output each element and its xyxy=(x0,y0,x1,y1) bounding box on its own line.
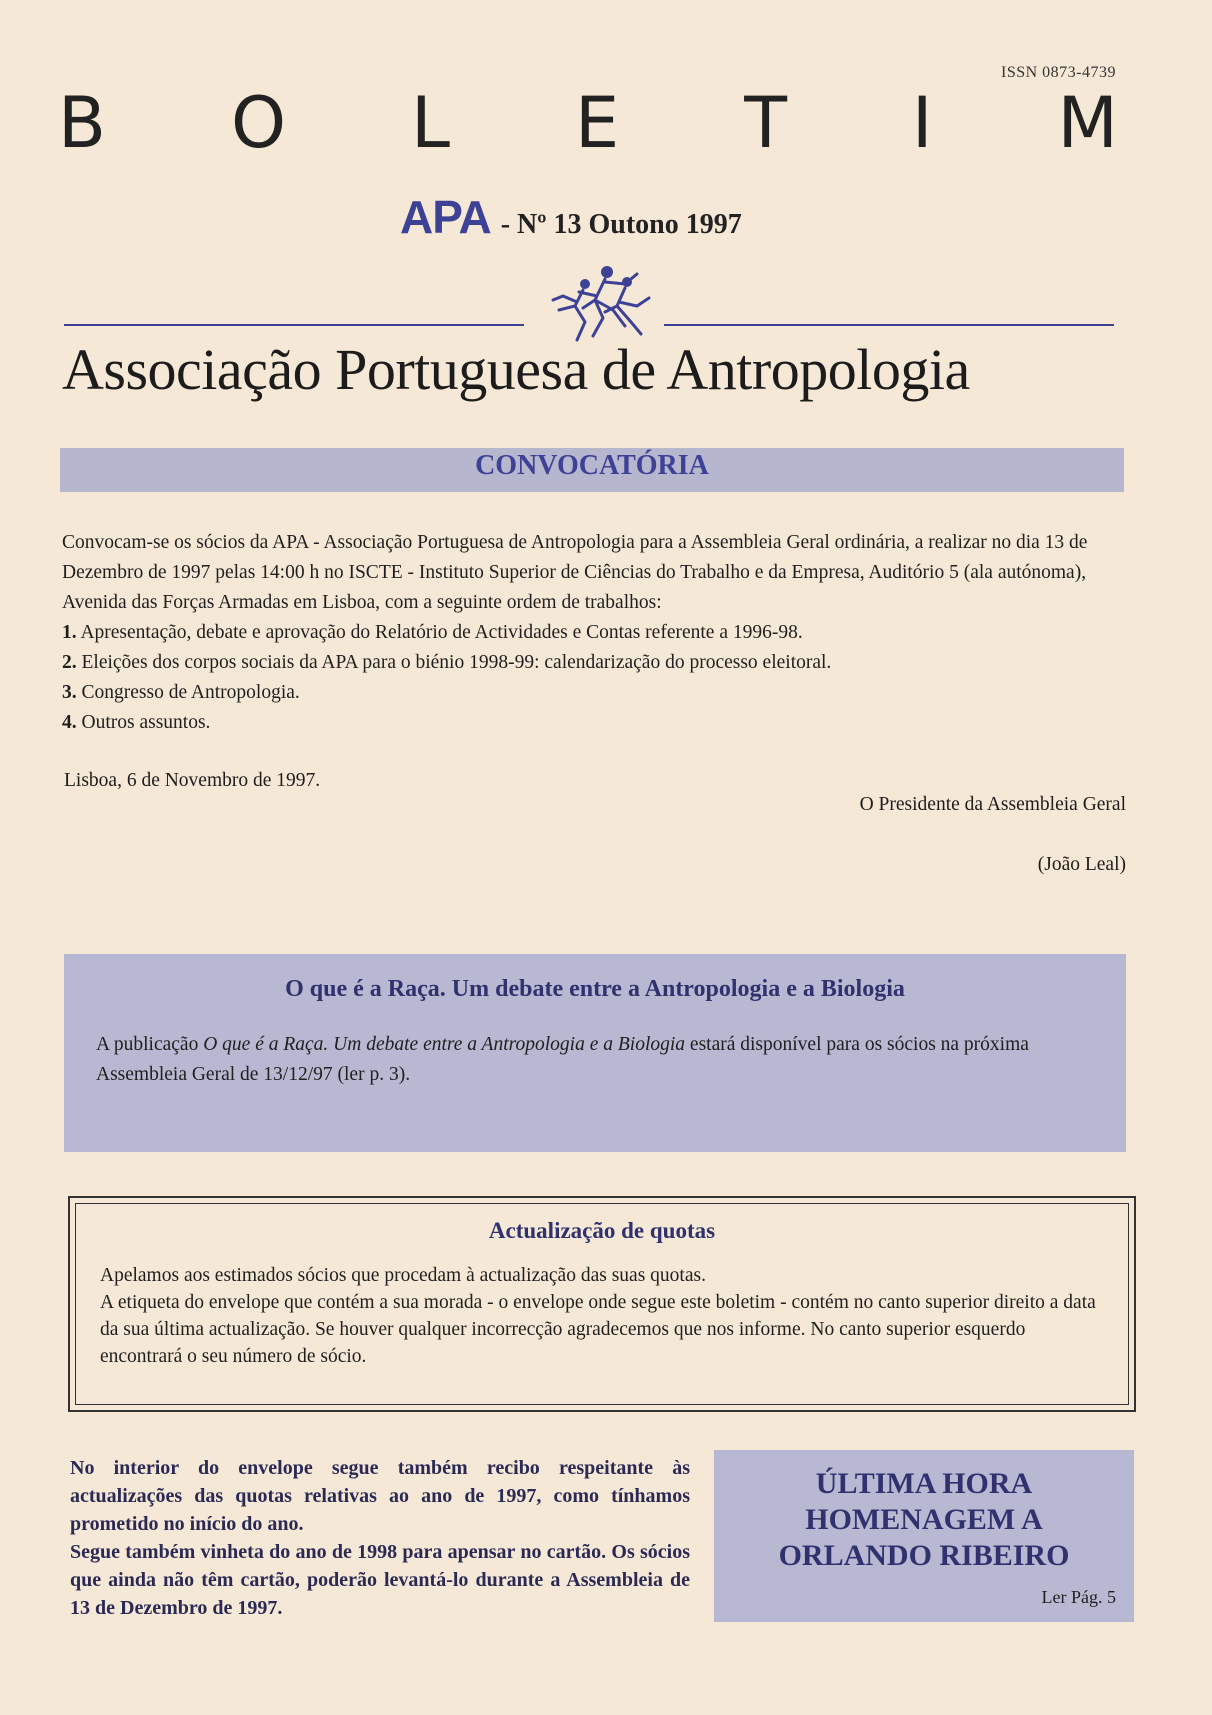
convocatoria-date: Lisboa, 6 de Novembro de 1997. xyxy=(64,770,321,791)
runners-logo-icon xyxy=(545,262,655,344)
masthead-letter: M xyxy=(1057,82,1118,164)
raca-title: O que é a Raça. Um debate entre a Antropologia e a Biologia xyxy=(285,976,905,1002)
apa-logo-text: APA xyxy=(400,191,491,243)
agenda-item-text: Congresso de Antropologia. xyxy=(81,682,300,703)
masthead-letter: I xyxy=(911,82,933,164)
ultima-hora-title xyxy=(714,1466,1134,1574)
convocatoria-band xyxy=(60,448,1124,492)
president-title: O Presidente da Assembleia Geral xyxy=(859,794,1126,815)
masthead-letter: T xyxy=(744,82,787,164)
raca-publication-title: O que é a Raça. Um debate entre a Antropologia e a Biologia xyxy=(203,1034,686,1055)
convocatoria-intro: Convocam-se os sócios da APA - Associação Portuguesa de Antropologia para a Assembleia Geral ordinária, a realizar no dia 13 de Dezembro de 1997 pelas 14:00 h no ISCTE - Instituto Superior de Ciências do Trabalho e da Empresa, Auditório 5 (ala autónoma), Avenida das Forças Armadas em Lisboa, com a seguinte ordem de trabalhos: xyxy=(62,532,1088,613)
envelope-paragraph: No interior do envelope segue também recibo respeitante às actualizações das quotas relativas ao ano de 1997, como tínhamos prometido no início do ano. xyxy=(70,1457,690,1535)
agenda-item xyxy=(62,678,1132,708)
ultima-hora-box xyxy=(714,1450,1134,1622)
agenda-item-number: 3. xyxy=(62,682,77,703)
president-name: (João Leal) xyxy=(1037,854,1126,875)
quotas-text xyxy=(100,1262,1108,1370)
masthead-letter: L xyxy=(411,82,451,164)
ultima-hora-line: HOMENAGEM A xyxy=(805,1503,1043,1536)
masthead-letter: O xyxy=(230,82,287,164)
ultima-hora-page-ref: Ler Pág. 5 xyxy=(1041,1587,1116,1607)
quotas-box xyxy=(68,1196,1136,1412)
convocatoria-body xyxy=(62,528,1132,738)
masthead-letter: B xyxy=(58,82,107,164)
agenda-item xyxy=(62,618,1132,648)
agenda-item-text: Eleições dos corpos sociais da APA para o biénio 1998-99: calendarização do processo eleitoral. xyxy=(81,652,832,673)
issn: ISSN 0873-4739 xyxy=(1000,64,1116,81)
envelope-paragraph: Segue também vinheta do ano de 1998 para apensar no cartão. Os sócios que ainda não têm cartão, poderão levantá-lo durante a Assembleia de 13 de Dezembro de 1997. xyxy=(70,1541,690,1619)
raca-box xyxy=(64,954,1126,1152)
header-rule-right xyxy=(664,324,1114,326)
header-rule-left xyxy=(64,324,524,326)
envelope-notice xyxy=(70,1454,690,1622)
convocatoria-title: CONVOCATÓRIA xyxy=(475,450,709,481)
raca-text xyxy=(96,1030,1066,1090)
agenda-item-number: 1. xyxy=(62,622,77,643)
agenda-item xyxy=(62,708,1132,738)
ultima-hora-line: ORLANDO RIBEIRO xyxy=(778,1539,1070,1572)
agenda-item-number: 4. xyxy=(62,712,77,733)
quotas-line: A etiqueta do envelope que contém a sua morada - o envelope onde segue este boletim - contém no canto superior direito a data da sua última actualização. Se houver qualquer incorrecção agradecemos que nos informe. No canto superior esquerdo encontrará o seu número de sócio. xyxy=(100,1292,1096,1367)
issue-number: - Nº 13 Outono 1997 xyxy=(500,209,742,240)
raca-text-pre: A publicação xyxy=(96,1034,204,1055)
agenda-item xyxy=(62,648,1132,678)
quotas-title: Actualização de quotas xyxy=(488,1218,716,1243)
quotas-inner-frame xyxy=(75,1203,1129,1405)
association-title: Associação Portuguesa de Antropologia xyxy=(62,337,970,402)
raca-text-post: estará disponível para os sócios na próxima Assembleia Geral de 13/12/97 (ler p. 3). xyxy=(96,1034,1029,1085)
agenda-item-text: Outros assuntos. xyxy=(81,712,211,733)
quotas-line: Apelamos aos estimados sócios que procedam à actualização das suas quotas. xyxy=(100,1265,706,1286)
agenda-item-text: Apresentação, debate e aprovação do Relatório de Actividades e Contas referente a 1996-98. xyxy=(80,622,803,643)
masthead-letter: E xyxy=(575,82,620,164)
ultima-hora-line: ÚLTIMA HORA xyxy=(815,1467,1033,1500)
issue-line xyxy=(400,190,742,244)
agenda-item-number: 2. xyxy=(62,652,77,673)
masthead-boletim xyxy=(58,78,1118,168)
